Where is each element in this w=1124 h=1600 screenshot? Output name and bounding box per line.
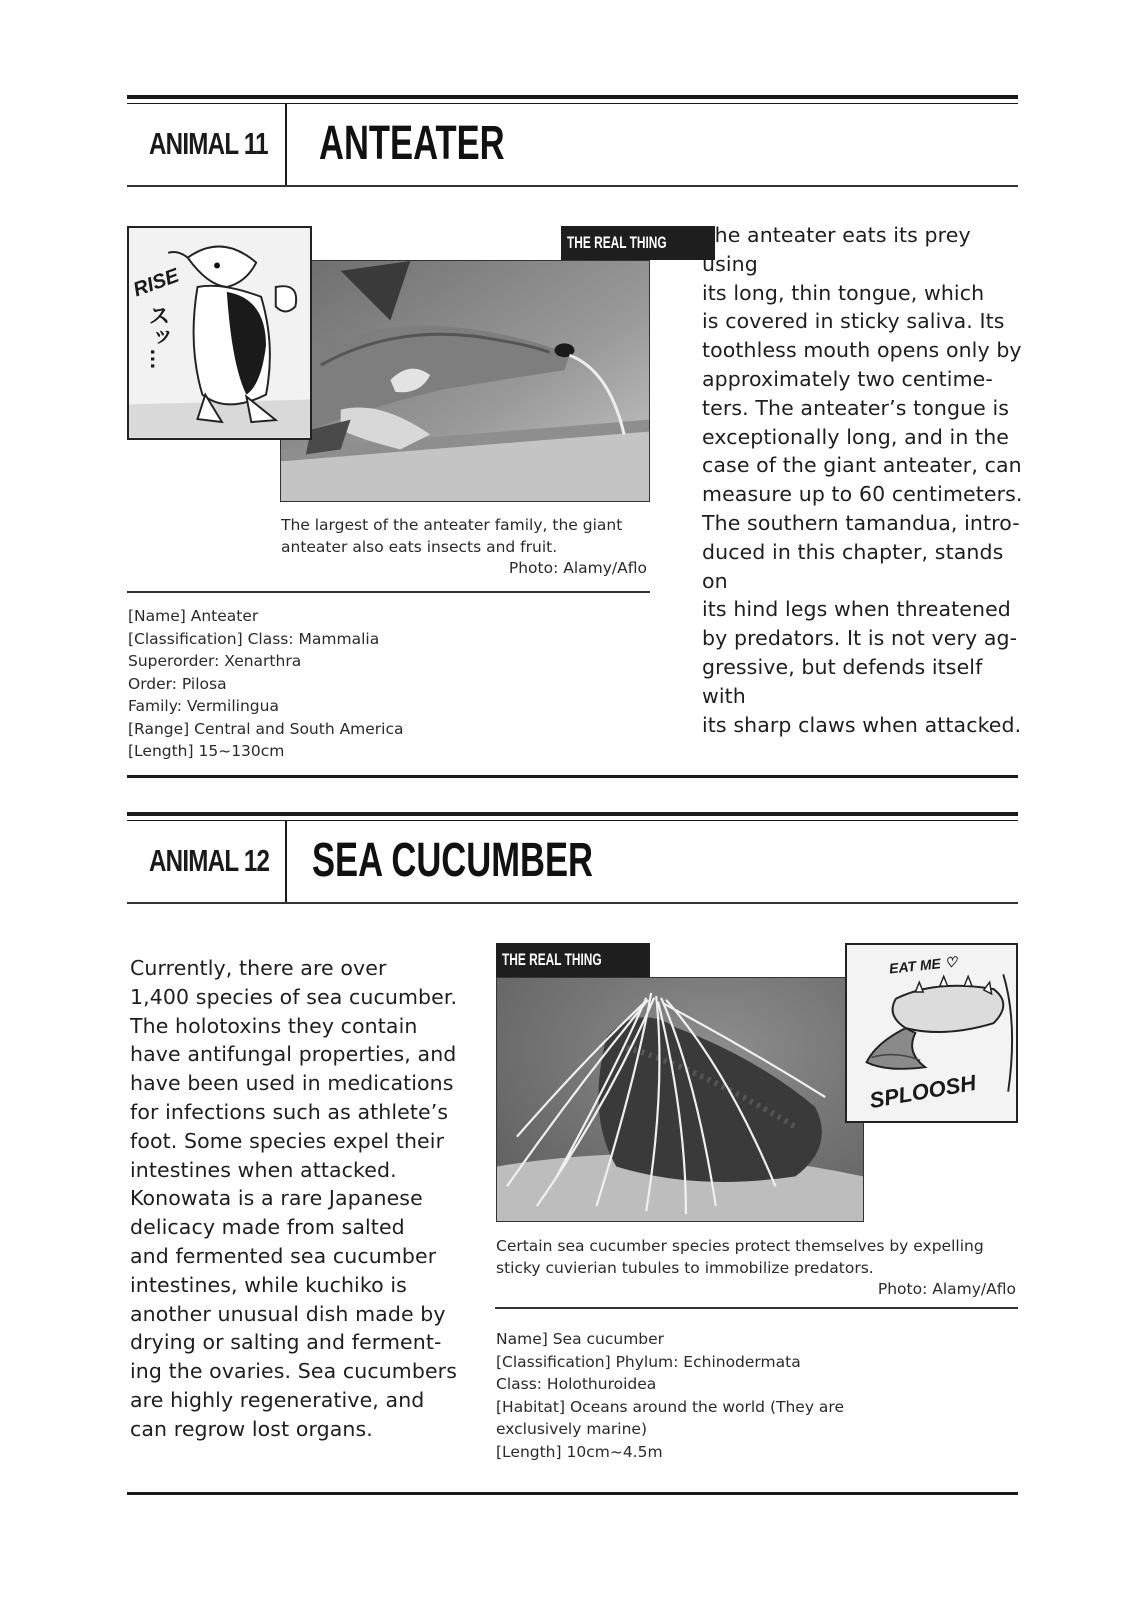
header-block (127, 104, 1018, 186)
sea-cucumber-manga-panel (845, 943, 1018, 1123)
anteater-photo-caption: The largest of the anteater family, the giant anteater also eats insects and fruit. (281, 516, 623, 556)
section-end-rule (127, 775, 1018, 778)
anteater-photo-credit: Photo: Alamy/Aflo (508, 559, 647, 577)
sea-cucumber-photo-caption: Certain sea cucumber species protect themselves by expelling sticky cuvierian tubules to immobilize predators. (496, 1237, 984, 1277)
header-divider (285, 821, 287, 903)
anteater-body-text: The anteater eats its prey using its long, thin tongue, which is covered in sticky saliva. Its toothless mouth opens only by approximately two centime- ters. The anteater’s tongue is exceptionally long, and in the case of the giant anteater, can measure up to 60 centimeters. The southern tamandua, intro- duced in this chapter, stands on its hind legs when threatened by predators. It is not very ag- gressive, but defends itself with its sharp claws when attacked. (702, 223, 1023, 737)
fact-item: [Length] 10cm~4.5m (496, 1442, 663, 1461)
anteater-photo-image (281, 261, 649, 501)
facts-divider (495, 1307, 1018, 1309)
facts-divider (127, 591, 650, 593)
sea-cucumber-photo-credit: Photo: Alamy/Aflo (877, 1280, 1016, 1298)
katakana-sfx: スッ… (146, 304, 171, 370)
animal-title: SEA CUCUMBER (312, 834, 593, 887)
fact-item: Family: Vermilingua (128, 697, 279, 715)
animal-number-label: ANIMAL 11 (149, 126, 268, 161)
sea-cucumber-photo-image (497, 978, 863, 1221)
section-end-rule (127, 1492, 1018, 1495)
sea-cucumber-body-text: Currently, there are over 1,400 species of sea cucumber. The holotoxins they contain have antifungal properties, and have been used in medications for infections such as athlete’s foot. Some species expel their intestines when attacked. Konowata is a rare Japanese delicacy made from salted and fermented sea cucumber intestines, while kuchiko is another unusual dish made by drying or salting and ferment- ing the ovaries. Sea cucumbers are highly regenerative, and can regrow lost organs. (130, 956, 458, 1441)
fact-item: exclusively marine) (496, 1420, 647, 1438)
fact-item: [Habitat] Oceans around the world (They are (496, 1397, 844, 1416)
header-block (127, 821, 1018, 903)
rise-sfx: RISE (130, 264, 182, 302)
eat-me-sfx: EAT ME ♡ (888, 953, 958, 977)
anteater-photo (280, 260, 650, 502)
fact-item: Superorder: Xenarthra (128, 652, 302, 670)
fact-item: [Name] Anteater (128, 607, 259, 625)
real-thing-tag (496, 943, 650, 977)
sea-cucumber-photo (496, 977, 864, 1222)
header-rule-bottom (127, 902, 1018, 904)
real-thing-tag-text: THE REAL THING (567, 233, 667, 252)
animal-number-label: ANIMAL 12 (149, 843, 270, 878)
real-thing-tag-text: THE REAL THING (502, 950, 602, 969)
fact-item: Order: Pilosa (128, 674, 227, 693)
fact-item: Name] Sea cucumber (496, 1330, 665, 1348)
anteater-manga-panel (127, 226, 312, 440)
fact-item: [Length] 15~130cm (128, 742, 285, 760)
header-divider (285, 104, 287, 186)
real-thing-tag (561, 226, 715, 260)
sea-cucumber-facts-list (496, 1328, 844, 1463)
fact-item: [Range] Central and South America (128, 719, 404, 738)
anteater-facts-list (128, 605, 404, 763)
animal-title: ANTEATER (319, 117, 505, 170)
fact-item: [Classification] Phylum: Echinodermata (496, 1352, 801, 1371)
fact-item: Class: Holothuroidea (496, 1375, 657, 1393)
fact-item: [Classification] Class: Mammalia (128, 629, 380, 648)
sploosh-sfx: SPLOOSH (867, 1069, 978, 1114)
header-rule-bottom (127, 185, 1018, 187)
